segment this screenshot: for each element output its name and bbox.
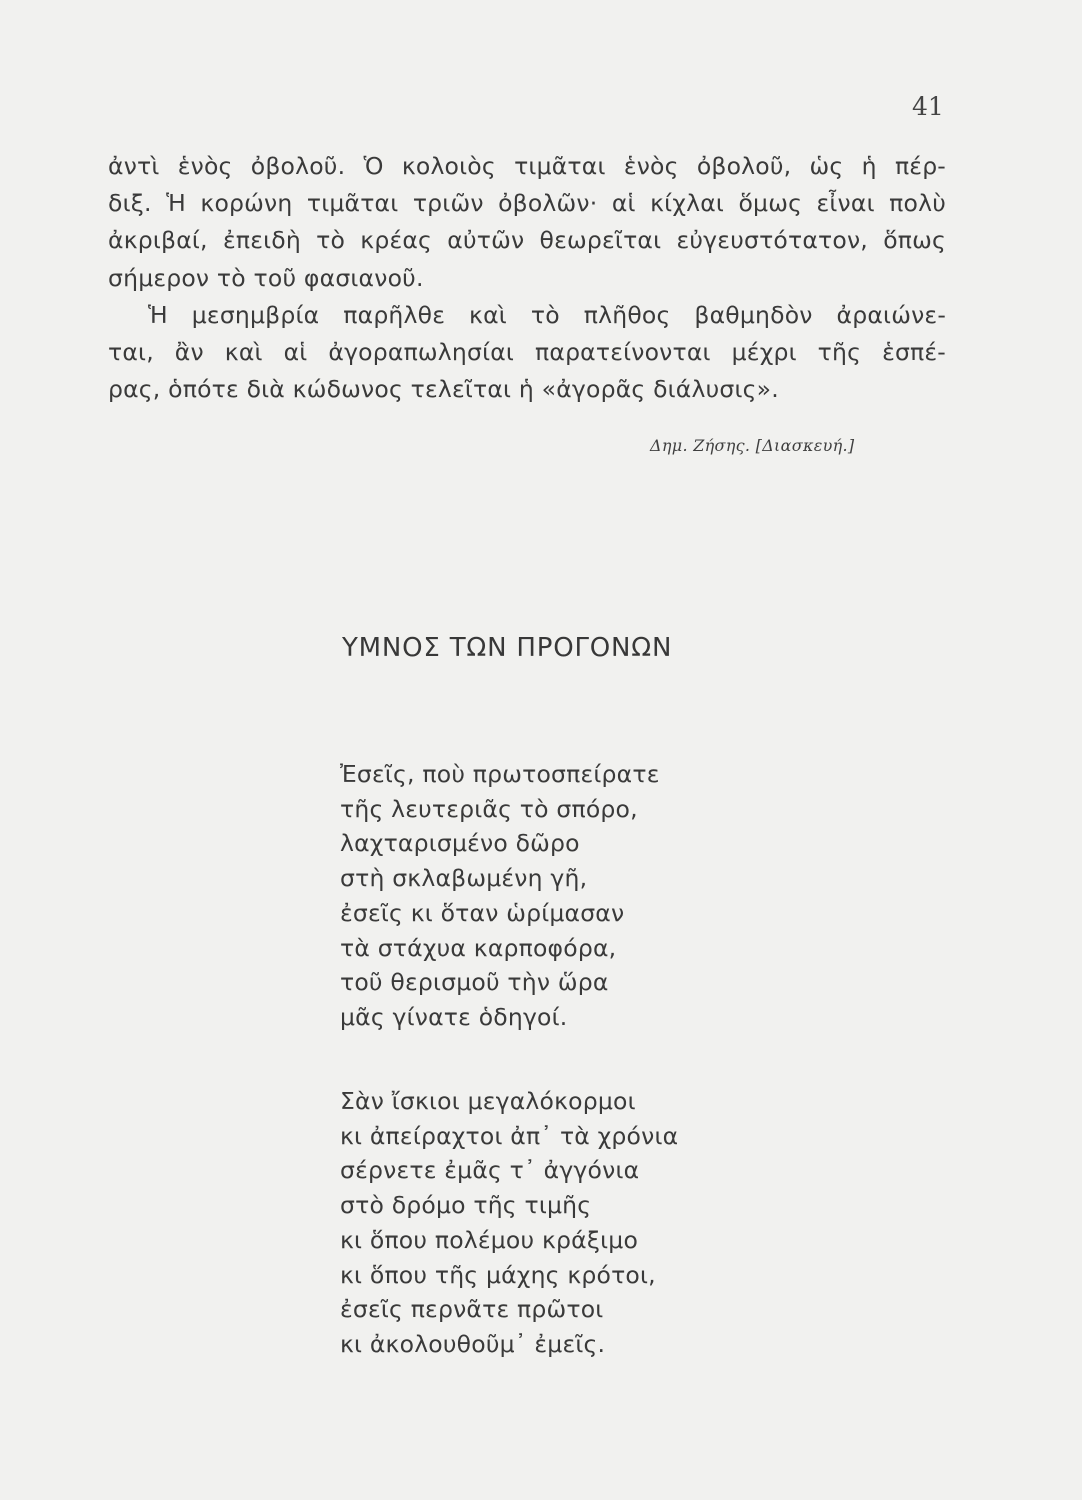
poem-verse: Σὰν ἴσκιοι μεγαλόκορμοι	[340, 1087, 636, 1115]
poem-verse: λαχταρισμένο δῶρο	[340, 829, 580, 858]
prose-line: ρας, ὁπότε διὰ κώδωνος τελεῖται ἡ «ἀγορᾶς διάλυσις».	[108, 375, 779, 404]
poem-verse: κι ὅπου πολέμου κράξιμο	[340, 1225, 639, 1254]
poem-verse: ἐσεῖς περνᾶτε πρῶτοι	[340, 1295, 604, 1324]
poem-verse: στὴ σκλαβωμένη γῆ,	[340, 864, 588, 893]
prose-line: Ἡ μεσημβρία παρῆλθε καὶ τὸ πλῆθος βαθμηδὸν ἀραιώνε-	[148, 300, 946, 329]
poem-stanza	[340, 1084, 678, 1362]
attribution: Δημ. Ζήσης. [Διασκευή.]	[650, 436, 855, 455]
page-number: 41	[912, 92, 944, 121]
prose-paragraph	[108, 148, 946, 408]
poem-verse: κι ἀκολουθοῦμ᾿ ἐμεῖς.	[340, 1329, 606, 1358]
poem-verse: ἐσεῖς κι ὅταν ὡρίμασαν	[340, 898, 625, 927]
poem-verse: μᾶς γίνατε ὁδηγοί.	[340, 1002, 568, 1031]
poem-verse: τὰ στάχυα καρποφόρα,	[340, 933, 617, 962]
poem-title: ΥΜΝΟΣ ΤΩΝ ΠΡΟΓΟΝΩΝ	[342, 633, 673, 663]
poem-verse: κι ὅπου τῆς μάχης κρότοι,	[340, 1260, 656, 1289]
prose-line: ται, ἂν καὶ αἱ ἀγοραπωλησίαι παρατείνονται μέχρι τῆς ἑσπέ-	[108, 338, 946, 367]
prose-line: διξ. Ἡ κορώνη τιμᾶται τριῶν ὀβολῶν· αἱ κίχλαι ὅμως εἶναι πολὺ	[108, 189, 946, 218]
prose-line: ἀντὶ ἑνὸς ὀβολοῦ. Ὁ κολοιὸς τιμᾶται ἑνὸς ὀβολοῦ, ὡς ἡ πέρ-	[108, 152, 946, 180]
prose-line: σήμερον τὸ τοῦ φασιανοῦ.	[108, 263, 424, 292]
poem-verse: κι ἀπείραχτοι ἀπ᾿ τὰ χρόνια	[340, 1121, 679, 1150]
poem-verse: τοῦ θερισμοῦ τὴν ὥρα	[340, 968, 609, 997]
prose-line: ἀκριβαί, ἐπειδὴ τὸ κρέας αὐτῶν θεωρεῖται εὐγευστότατον, ὅπως	[108, 226, 946, 255]
poem-verse: τῆς λευτεριᾶς τὸ σπόρο,	[340, 794, 638, 823]
poem-stanza	[340, 757, 660, 1035]
poem-verse: Ἐσεῖς, ποὺ πρωτοσπείρατε	[340, 760, 660, 788]
poem-verse: σέρνετε ἐμᾶς τ᾿ ἀγγόνια	[340, 1156, 640, 1185]
poem-verse: στὸ δρόμο τῆς τιμῆς	[340, 1191, 592, 1220]
